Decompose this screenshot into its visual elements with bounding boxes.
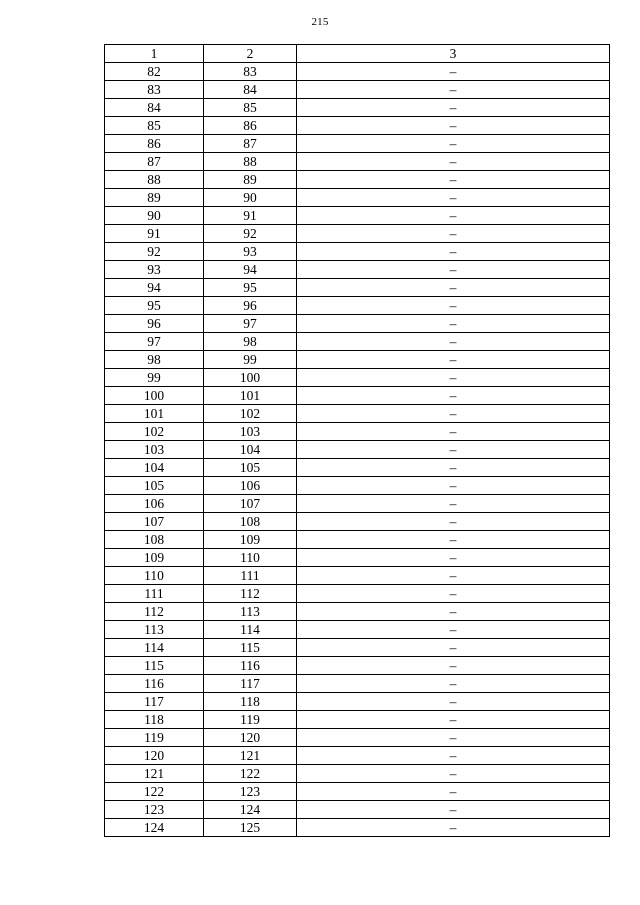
- table-cell-col-3: –: [297, 819, 610, 837]
- table-row: [105, 135, 610, 153]
- table-cell-col-2: 83: [204, 63, 297, 81]
- table-cell-col-2: 96: [204, 297, 297, 315]
- table-row: [105, 549, 610, 567]
- table-cell-col-1: 92: [105, 243, 204, 261]
- table-cell-col-3: –: [297, 531, 610, 549]
- table-cell-col-1: 120: [105, 747, 204, 765]
- table-row: [105, 81, 610, 99]
- table-cell-col-1: 108: [105, 531, 204, 549]
- table-cell-col-2: 122: [204, 765, 297, 783]
- table-cell-col-1: 109: [105, 549, 204, 567]
- table-row: [105, 279, 610, 297]
- table-row: [105, 585, 610, 603]
- table-cell-col-1: 97: [105, 333, 204, 351]
- table-cell-col-2: 117: [204, 675, 297, 693]
- table-cell-col-1: 119: [105, 729, 204, 747]
- table-cell-col-1: 117: [105, 693, 204, 711]
- table-row: [105, 171, 610, 189]
- table-cell-col-2: 113: [204, 603, 297, 621]
- table-cell-col-2: 92: [204, 225, 297, 243]
- table-cell-col-2: 91: [204, 207, 297, 225]
- table-row: [105, 225, 610, 243]
- table-cell-col-2: 88: [204, 153, 297, 171]
- table-cell-col-1: 121: [105, 765, 204, 783]
- table-cell-col-3: –: [297, 585, 610, 603]
- table-cell-col-3: –: [297, 765, 610, 783]
- table-cell-col-1: 106: [105, 495, 204, 513]
- table-cell-col-1: 111: [105, 585, 204, 603]
- table-cell-col-1: 107: [105, 513, 204, 531]
- table-row: [105, 657, 610, 675]
- table-cell-col-2: 102: [204, 405, 297, 423]
- table-cell-col-3: –: [297, 63, 610, 81]
- table-cell-col-1: 113: [105, 621, 204, 639]
- table-cell-col-1: 88: [105, 171, 204, 189]
- table-cell-col-3: –: [297, 549, 610, 567]
- table-cell-col-3: –: [297, 171, 610, 189]
- table-row: [105, 405, 610, 423]
- table-cell-col-2: 93: [204, 243, 297, 261]
- table-cell-col-2: 120: [204, 729, 297, 747]
- table-row: [105, 333, 610, 351]
- table-cell-col-2: 84: [204, 81, 297, 99]
- table-cell-col-1: 112: [105, 603, 204, 621]
- table-cell-col-1: 122: [105, 783, 204, 801]
- table-cell-col-2: 109: [204, 531, 297, 549]
- table-cell-col-2: 124: [204, 801, 297, 819]
- table-cell-col-1: 89: [105, 189, 204, 207]
- table-cell-col-3: –: [297, 423, 610, 441]
- table-cell-col-3: –: [297, 801, 610, 819]
- table-row: [105, 513, 610, 531]
- table-cell-col-2: 107: [204, 495, 297, 513]
- table-cell-col-1: 123: [105, 801, 204, 819]
- table-row: [105, 639, 610, 657]
- table-row: [105, 63, 610, 81]
- table-cell-col-1: 103: [105, 441, 204, 459]
- table-row: [105, 315, 610, 333]
- table-cell-col-1: 93: [105, 261, 204, 279]
- header-row: [105, 45, 610, 63]
- table-cell-col-2: 111: [204, 567, 297, 585]
- table-row: [105, 621, 610, 639]
- table-cell-col-2: 86: [204, 117, 297, 135]
- table-cell-col-3: –: [297, 513, 610, 531]
- table-cell-col-1: 101: [105, 405, 204, 423]
- table-row: [105, 423, 610, 441]
- table-cell-col-2: 97: [204, 315, 297, 333]
- table-cell-col-1: 115: [105, 657, 204, 675]
- table-cell-col-1: 98: [105, 351, 204, 369]
- table-cell-col-1: 116: [105, 675, 204, 693]
- table-cell-col-3: –: [297, 603, 610, 621]
- table-cell-col-2: 100: [204, 369, 297, 387]
- table-cell-col-2: 99: [204, 351, 297, 369]
- table-cell-col-3: –: [297, 459, 610, 477]
- table-cell-col-2: 103: [204, 423, 297, 441]
- table-cell-col-2: 98: [204, 333, 297, 351]
- table-cell-col-3: –: [297, 657, 610, 675]
- table-cell-col-1: 90: [105, 207, 204, 225]
- table-row: [105, 711, 610, 729]
- table-cell-col-2: 85: [204, 99, 297, 117]
- table-cell-col-3: –: [297, 729, 610, 747]
- table-row: [105, 693, 610, 711]
- table-cell-col-1: 118: [105, 711, 204, 729]
- table-body: [105, 63, 610, 837]
- table-cell-col-1: 104: [105, 459, 204, 477]
- table-row: [105, 459, 610, 477]
- table-row: [105, 351, 610, 369]
- table-cell-col-3: –: [297, 117, 610, 135]
- table-cell-col-2: 119: [204, 711, 297, 729]
- table-cell-col-3: –: [297, 783, 610, 801]
- table-cell-col-3: –: [297, 153, 610, 171]
- table-cell-col-1: 85: [105, 117, 204, 135]
- table-cell-col-1: 114: [105, 639, 204, 657]
- table-cell-col-3: –: [297, 351, 610, 369]
- table-cell-col-2: 116: [204, 657, 297, 675]
- table-cell-col-3: –: [297, 477, 610, 495]
- table-row: [105, 747, 610, 765]
- table-cell-col-2: 108: [204, 513, 297, 531]
- table-cell-col-3: –: [297, 639, 610, 657]
- table-cell-col-2: 110: [204, 549, 297, 567]
- table-cell-col-3: –: [297, 333, 610, 351]
- table-cell-col-3: –: [297, 693, 610, 711]
- table-cell-col-2: 90: [204, 189, 297, 207]
- table-cell-col-3: –: [297, 711, 610, 729]
- data-table: [104, 44, 610, 837]
- table-row: [105, 531, 610, 549]
- table-cell-col-1: 100: [105, 387, 204, 405]
- table-cell-col-2: 94: [204, 261, 297, 279]
- table-cell-col-2: 125: [204, 819, 297, 837]
- table-cell-col-3: –: [297, 495, 610, 513]
- page-number: 215: [311, 16, 329, 28]
- table-cell-col-1: 99: [105, 369, 204, 387]
- table-cell-col-1: 94: [105, 279, 204, 297]
- table-cell-col-2: 118: [204, 693, 297, 711]
- table-row: [105, 819, 610, 837]
- table-cell-col-1: 84: [105, 99, 204, 117]
- table-cell-col-3: –: [297, 225, 610, 243]
- table-row: [105, 189, 610, 207]
- table-cell-col-1: 91: [105, 225, 204, 243]
- table-cell-col-2: 114: [204, 621, 297, 639]
- table-cell-col-1: 110: [105, 567, 204, 585]
- table-cell-col-3: –: [297, 189, 610, 207]
- table-cell-col-3: –: [297, 369, 610, 387]
- table-row: [105, 243, 610, 261]
- table-row: [105, 207, 610, 225]
- table-row: [105, 765, 610, 783]
- table-cell-col-3: –: [297, 315, 610, 333]
- table-cell-col-2: 101: [204, 387, 297, 405]
- table-row: [105, 153, 610, 171]
- table-row: [105, 675, 610, 693]
- table-cell-col-2: 121: [204, 747, 297, 765]
- table-cell-col-3: –: [297, 405, 610, 423]
- table-cell-col-3: –: [297, 567, 610, 585]
- table-row: [105, 729, 610, 747]
- table-cell-col-3: –: [297, 81, 610, 99]
- table-row: [105, 441, 610, 459]
- table-row: [105, 117, 610, 135]
- table-cell-col-3: –: [297, 207, 610, 225]
- table-row: [105, 567, 610, 585]
- table-cell-col-2: 105: [204, 459, 297, 477]
- table-row: [105, 99, 610, 117]
- column-header-1: 1: [105, 45, 204, 63]
- table-cell-col-1: 105: [105, 477, 204, 495]
- table-cell-col-2: 112: [204, 585, 297, 603]
- table-cell-col-3: –: [297, 621, 610, 639]
- column-header-2: 2: [204, 45, 297, 63]
- table-cell-col-3: –: [297, 441, 610, 459]
- table-cell-col-3: –: [297, 747, 610, 765]
- table-row: [105, 495, 610, 513]
- table-cell-col-1: 87: [105, 153, 204, 171]
- table-cell-col-2: 89: [204, 171, 297, 189]
- table-row: [105, 603, 610, 621]
- table-cell-col-2: 115: [204, 639, 297, 657]
- table-cell-col-3: –: [297, 261, 610, 279]
- table-cell-col-2: 106: [204, 477, 297, 495]
- table-cell-col-1: 95: [105, 297, 204, 315]
- table-row: [105, 261, 610, 279]
- table-row: [105, 297, 610, 315]
- table-cell-col-1: 124: [105, 819, 204, 837]
- table-row: [105, 477, 610, 495]
- table-cell-col-3: –: [297, 243, 610, 261]
- table-cell-col-1: 96: [105, 315, 204, 333]
- table-row: [105, 387, 610, 405]
- table-cell-col-2: 123: [204, 783, 297, 801]
- table-header: [105, 45, 610, 63]
- table-cell-col-3: –: [297, 675, 610, 693]
- table-cell-col-1: 83: [105, 81, 204, 99]
- table-row: [105, 783, 610, 801]
- table-cell-col-3: –: [297, 135, 610, 153]
- table-cell-col-3: –: [297, 99, 610, 117]
- table-cell-col-1: 102: [105, 423, 204, 441]
- table-row: [105, 369, 610, 387]
- table-cell-col-2: 104: [204, 441, 297, 459]
- table-row: [105, 801, 610, 819]
- table-cell-col-3: –: [297, 297, 610, 315]
- table-cell-col-3: –: [297, 279, 610, 297]
- table-cell-col-3: –: [297, 387, 610, 405]
- table-cell-col-1: 82: [105, 63, 204, 81]
- table-cell-col-1: 86: [105, 135, 204, 153]
- table-cell-col-2: 87: [204, 135, 297, 153]
- column-header-3: 3: [297, 45, 610, 63]
- table-cell-col-2: 95: [204, 279, 297, 297]
